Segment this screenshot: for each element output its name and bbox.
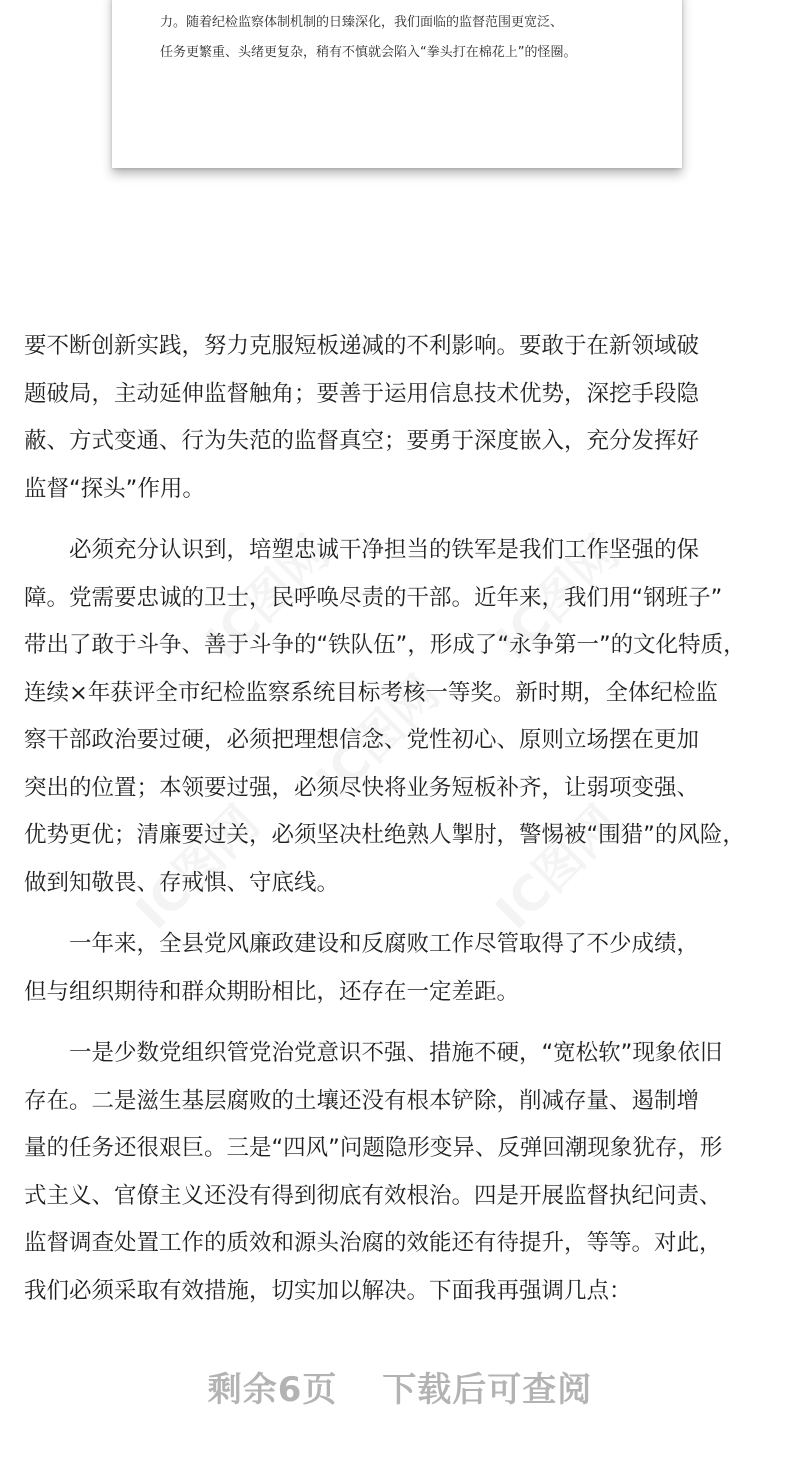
paragraph [24,323,780,513]
document-body [24,323,780,1329]
paragraph [24,921,780,1016]
download-prompt[interactable] [0,1362,800,1411]
preview-text [160,8,660,68]
remaining-pages-label[interactable]: 剩余6页 [207,1370,338,1410]
text-line: 监督“探头”作用。 [24,475,205,502]
text-line: 式主义、官僚主义还没有得到彻底有效根治。四是开展监督执纪问责、 [24,1182,722,1209]
text-line: 障。党需要忠诚的卫士，民呼唤尽责的干部。近年来，我们用“钢班子” [24,584,723,611]
preview-line: 力。随着纪检监察体制机制的日臻深化，我们面临的监督范围更宽泛、 [160,15,564,30]
text-line: 优势更优；清廉要过关，必须坚决杜绝熟人掣肘，警惕被“围猎”的风险， [24,822,745,848]
previous-page-preview [112,0,682,168]
download-to-view-link[interactable]: 下载后可查阅 [382,1370,593,1410]
paragraph [24,1030,780,1315]
text-line: 必须充分认识到，培塑忠诚干净担当的铁军是我们工作坚强的保 [24,537,700,563]
text-line: 题破局，主动延伸监督触角；要善于运用信息技术优势，深挖手段隐 [24,380,700,407]
paragraph [24,527,780,907]
text-line: 存在。二是滋生基层腐败的土壤还没有根本铲除，削减存量、遏制增 [24,1087,700,1114]
preview-line: 任务更繁重、头绪更复杂，稍有不慎就会陷入“拳头打在棉花上”的怪圈。 [160,45,577,60]
text-line: 做到知敬畏、存戒惧、守底线。 [24,869,340,896]
text-line: 连续×年获评全市纪检监察系统目标考核一等奖。新时期，全体纪检监 [24,679,718,706]
text-line: 一是少数党组织管党治党意识不强、措施不硬，“宽松软”现象依旧 [24,1040,723,1066]
text-line: 察干部政治要过硬，必须把理想信念、党性初心、原则立场摆在更加 [24,727,700,753]
text-line: 突出的位置；本领要过强，必须尽快将业务短板补齐，让弱项变强、 [24,774,700,801]
text-line: 我们必须采取有效措施，切实加以解决。下面我再强调几点： [24,1277,632,1304]
text-line: 一年来，全县党风廉政建设和反腐败工作尽管取得了不少成绩， [24,931,700,957]
text-line: 监督调查处置工作的质效和源头治腐的效能还有待提升，等等。对此， [24,1230,722,1256]
text-line: 蔽、方式变通、行为失范的监督真空；要勇于深度嵌入，充分发挥好 [24,428,700,454]
text-line: 带出了敢于斗争、善于斗争的“铁队伍”，形成了“永争第一”的文化特质， [24,632,746,658]
text-line: 但与组织期待和群众期盼相比，还存在一定差距。 [24,978,520,1005]
text-line: 要不断创新实践，努力克服短板递减的不利影响。要敢于在新领域破 [24,333,700,359]
text-line: 量的任务还很艰巨。三是“四风”问题隐形变异、反弹回潮现象犹存，形 [24,1135,723,1161]
